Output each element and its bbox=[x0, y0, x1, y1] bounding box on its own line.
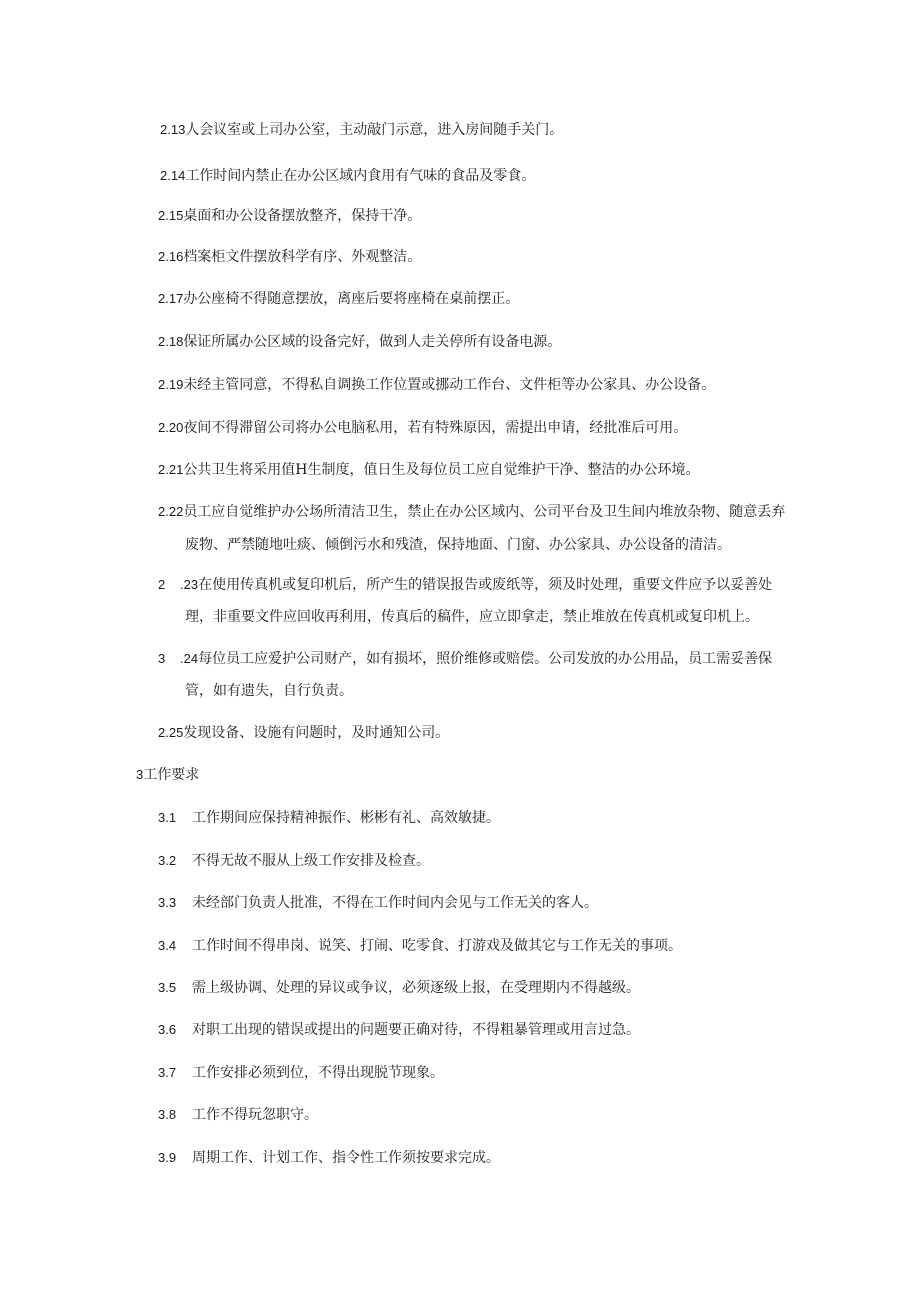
rule-number: 2.21 bbox=[158, 462, 184, 477]
rule-number: 2.22 bbox=[158, 504, 184, 519]
section-number: 3 bbox=[136, 767, 144, 782]
section-title: 工作要求 bbox=[143, 767, 200, 783]
rule-2-15 bbox=[158, 207, 421, 225]
rule-2-19 bbox=[158, 376, 715, 394]
requirement-text: 工作时间不得串岗、说笑、打闹、吃零食、打游戏及做其它与工作无关的事项。 bbox=[192, 938, 682, 954]
rule-number-part: 2 bbox=[158, 577, 166, 592]
rule-2-23 bbox=[158, 576, 165, 594]
requirement-text: 对职工出现的错误或提出的问题要正确对待，不得粗暴管理或用言过急。 bbox=[192, 1022, 640, 1038]
rule-text: 办公座椅不得随意摆放，离座后要将座椅在桌前摆正。 bbox=[183, 291, 520, 307]
rule-2-20 bbox=[158, 419, 687, 437]
rule-text: 桌面和办公设备摆放整齐，保持干净。 bbox=[183, 208, 422, 224]
rule-number-part: .23 bbox=[180, 577, 199, 592]
requirement-text: 周期工作、计划工作、指令性工作须按要求完成。 bbox=[192, 1150, 500, 1166]
requirement-number: 3.8 bbox=[158, 1107, 177, 1122]
requirement-text: 需上级协调、处理的异议或争议，必须逐级上报，在受理期内不得越级。 bbox=[192, 980, 640, 996]
rule-number: 2.20 bbox=[158, 420, 184, 435]
requirement-number: 3.3 bbox=[158, 895, 177, 910]
rule-text: 每位员工应爱护公司财产，如有损坏，照价维修或赔偿。公司发放的办公用品，员工需妥善保 bbox=[198, 651, 773, 667]
rule-number: 2.19 bbox=[158, 377, 184, 392]
rule-2-13 bbox=[160, 121, 563, 139]
rule-text: 工作时间内禁止在办公区域内食用有气味的食品及零食。 bbox=[185, 168, 536, 184]
requirement-text: 工作安排必须到位，不得出现脱节现象。 bbox=[192, 1065, 444, 1081]
rule-2-17 bbox=[158, 290, 519, 308]
requirement-number: 3.7 bbox=[158, 1065, 177, 1080]
requirement-number: 3.2 bbox=[158, 853, 177, 868]
rule-2-22 bbox=[158, 503, 785, 521]
rule-2-21 bbox=[158, 461, 700, 479]
rule-text: 档案柜文件摆放科学有序、外观整洁。 bbox=[183, 249, 422, 265]
requirement-number: 3.9 bbox=[158, 1150, 177, 1165]
rule-2-24 bbox=[158, 650, 165, 668]
requirement-number: 3.6 bbox=[158, 1022, 177, 1037]
rule-number: 2.16 bbox=[158, 249, 184, 264]
requirement-text: 工作期间应保持精神振作、彬彬有礼、高效敏捷。 bbox=[192, 810, 500, 826]
rule-2-18 bbox=[158, 333, 561, 351]
rule-text: 保证所属办公区域的设备完好，做到人走关停所有设备电源。 bbox=[183, 334, 562, 350]
rule-2-25 bbox=[158, 724, 449, 742]
rule-2-23-continuation: 理，非重要文件应回收再利用，传真后的稿件，应立即拿走，禁止堆放在传真机或复印机上。 bbox=[185, 609, 759, 625]
rule-2-22-continuation: 废物、严禁随地吐痰、倾倒污水和残渣，保持地面、门窗、办公家具、办公设备的清洁。 bbox=[185, 537, 731, 553]
rule-number: 2.17 bbox=[158, 291, 184, 306]
rule-2-23-body bbox=[180, 576, 772, 594]
rule-text: 夜间不得滞留公司将办公电脑私用，若有特殊原因，需提出申请，经批准后可用。 bbox=[183, 420, 688, 436]
rule-text: 在使用传真机或复印机后，所产生的错误报告或废纸等，须及时处理，重要文件应予以妥善处 bbox=[198, 577, 773, 593]
rule-number-part: .24 bbox=[180, 651, 199, 666]
requirement-number: 3.1 bbox=[158, 810, 177, 825]
rule-text: 公共卫生将采用值H生制度，值日生及每位员工应自觉维护干净、整洁的办公环境。 bbox=[183, 462, 700, 478]
rule-number: 2.14 bbox=[160, 168, 186, 183]
requirement-number: 3.5 bbox=[158, 980, 177, 995]
requirement-text: 未经部门负责人批准，不得在工作时间内会见与工作无关的客人。 bbox=[192, 895, 598, 911]
rule-number-part: 3 bbox=[158, 651, 166, 666]
rule-2-24-body bbox=[180, 650, 772, 668]
rule-text: 未经主管同意，不得私自调换工作位置或挪动工作台、文件柜等办公家具、办公设备。 bbox=[183, 377, 716, 393]
rule-text: 员工应自觉维护办公场所清洁卫生，禁止在办公区域内、公司平台及卫生间内堆放杂物、随意丢弃 bbox=[183, 504, 786, 520]
rule-number: 2.15 bbox=[158, 208, 184, 223]
rule-2-14 bbox=[160, 167, 535, 185]
rule-number: 2.18 bbox=[158, 334, 184, 349]
requirement-text: 不得无故不服从上级工作安排及检查。 bbox=[192, 853, 430, 869]
section-3-heading bbox=[136, 766, 199, 784]
requirement-number: 3.4 bbox=[158, 938, 177, 953]
requirement-text: 工作不得玩忽职守。 bbox=[192, 1107, 318, 1123]
rule-number: 2.25 bbox=[158, 725, 184, 740]
rule-text: 发现设备、设施有问题时，及时通知公司。 bbox=[183, 725, 450, 741]
rule-text: 人会议室或上司办公室，主动敲门示意，进入房间随手关门。 bbox=[185, 122, 564, 138]
rule-2-24-continuation: 管，如有遗失，自行负责。 bbox=[185, 683, 353, 699]
rule-2-16 bbox=[158, 248, 421, 266]
rule-number: 2.13 bbox=[160, 122, 186, 137]
